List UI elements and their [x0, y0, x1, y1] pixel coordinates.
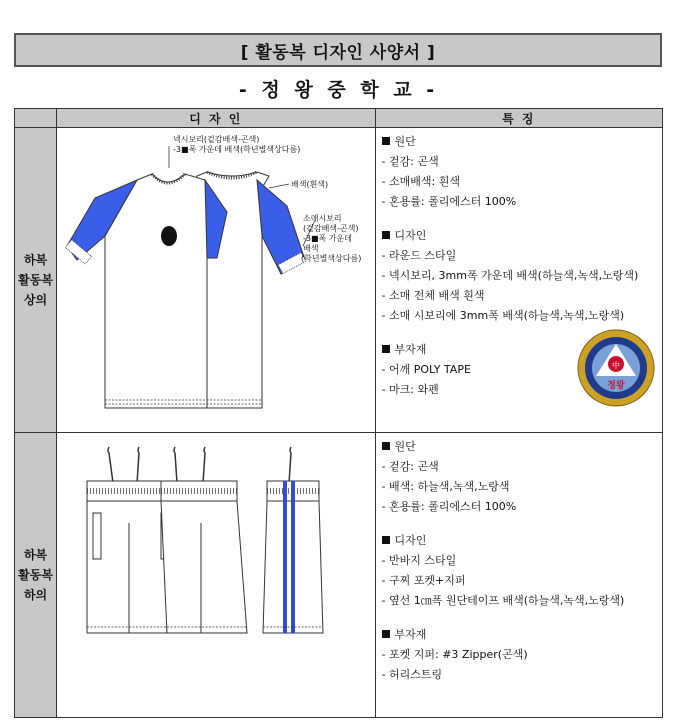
feature-item: - 넥시보리, 3mm폭 가운데 배색(하늘색,녹색,노랑색) [381, 269, 639, 282]
feature-item: - 구찌 포켓+지퍼 [381, 574, 466, 587]
drawstrings [108, 447, 291, 483]
square-bullet-icon [382, 536, 390, 544]
shorts-back [161, 481, 247, 633]
square-bullet-icon [382, 231, 390, 239]
shorts-side [263, 481, 323, 633]
bottom-label-3: 하의 [23, 588, 48, 602]
annotation-sleeve-3: -3■폭 가운데 [303, 234, 353, 243]
square-bullet-icon [382, 630, 390, 638]
square-bullet-icon [382, 137, 390, 145]
school-emblem-badge [576, 328, 656, 408]
annotation-body: 배색(흰색) [291, 180, 329, 189]
tshirt-illustration [57, 128, 375, 428]
feature-item: - 혼용률: 폴리에스터 100% [381, 195, 517, 208]
header-blank [15, 109, 57, 128]
feature-item: - 어깨 POLY TAPE [381, 363, 471, 376]
top-features-cell [375, 128, 662, 433]
annotation-sleeve-1: 소매시보리 [303, 214, 342, 223]
bottom-design-cell [57, 433, 375, 718]
spec-table [14, 108, 663, 718]
bottom-features-cell [375, 433, 662, 718]
feature-item: - 소매 전체 배색 흰색 [381, 289, 485, 302]
square-bullet-icon [382, 442, 390, 450]
shorts-illustration [57, 433, 375, 713]
feature-item: - 혼용률: 폴리에스터 100% [381, 500, 517, 513]
header-features: 특 징 [375, 109, 662, 128]
row-label-bottom [15, 433, 57, 718]
annotation-sleeve-5: (학년별색상다름) [301, 254, 362, 263]
feature-item: - 마크: 와펜 [381, 383, 439, 396]
school-name: - 정 왕 중 학 교 - [238, 79, 439, 101]
feature-item: - 옆선 1㎝폭 원단테이프 배색(하늘색,녹색,노랑색) [381, 594, 625, 607]
feature-item: - 소매 시보리에 3mm폭 배색(하늘색,녹색,노랑색) [381, 309, 625, 322]
feature-item: - 겉감: 곤색 [381, 460, 439, 473]
feature-item: - 반바지 스타일 [381, 554, 457, 567]
top-section-materials: 부자재 - 어깨 POLY TAPE - 마크: 와펜 [382, 340, 662, 400]
bottom-label-2: 활동복 [18, 568, 53, 582]
annotation-neck-2: -3■폭 가운데 배색(학년별색상다름) [173, 145, 301, 154]
feature-item: - 소매배색: 흰색 [381, 175, 460, 188]
feature-item: - 겉감: 곤색 [381, 155, 439, 168]
top-section-design: 디자인 - 라운드 스타일 - 넥시보리, 3mm폭 가운데 배색(하늘색,녹색,노랑색) - 소매 전체 배색 흰색 - 소매 시보리에 3mm폭 배색(하늘색,녹색,노랑색) [382, 226, 662, 326]
feature-item: - 허리스트링 [381, 668, 443, 681]
badge-text: 정왕 [607, 381, 625, 391]
annotation-sleeve-2: (겉감배색-곤색) [303, 224, 359, 233]
badge-small-text: 中 [612, 361, 620, 370]
bottom-section-fabric: 원단 - 겉감: 곤색 - 배색: 하늘색,녹색,노랑색 - 혼용률: 폴리에스터 100% [382, 437, 662, 517]
bottom-section-design: 디자인 - 반바지 스타일 - 구찌 포켓+지퍼 - 옆선 1㎝폭 원단테이프 배색(하늘색,녹색,노랑색) [382, 531, 662, 611]
header-design: 디 자 인 [57, 109, 375, 128]
top-section-fabric: 원단 - 겉감: 곤색 - 소매배색: 흰색 - 혼용률: 폴리에스터 100% [382, 132, 662, 212]
annotation-sleeve-4: 배색 [303, 244, 319, 253]
top-label-2: 활동복 [18, 273, 53, 287]
top-label-1: 하복 [23, 253, 48, 267]
row-label-top [15, 128, 57, 433]
bottom-label-1: 하복 [23, 548, 48, 562]
feature-item: - 배색: 하늘색,녹색,노랑색 [381, 480, 510, 493]
annotation-neck-1: 넥시보리(겉감배색-곤색) [173, 135, 260, 144]
bottom-section-materials: 부자재 - 포켓 지퍼: #3 Zipper(곤색) - 허리스트링 [382, 625, 662, 685]
top-label-3: 상의 [23, 293, 48, 307]
top-design-cell [57, 128, 375, 433]
square-bullet-icon [382, 345, 390, 353]
feature-item: - 포켓 지퍼: #3 Zipper(곤색) [381, 648, 528, 661]
feature-item: - 라운드 스타일 [381, 249, 457, 262]
document-title: [ 활동복 디자인 사양서 ] [14, 33, 662, 67]
